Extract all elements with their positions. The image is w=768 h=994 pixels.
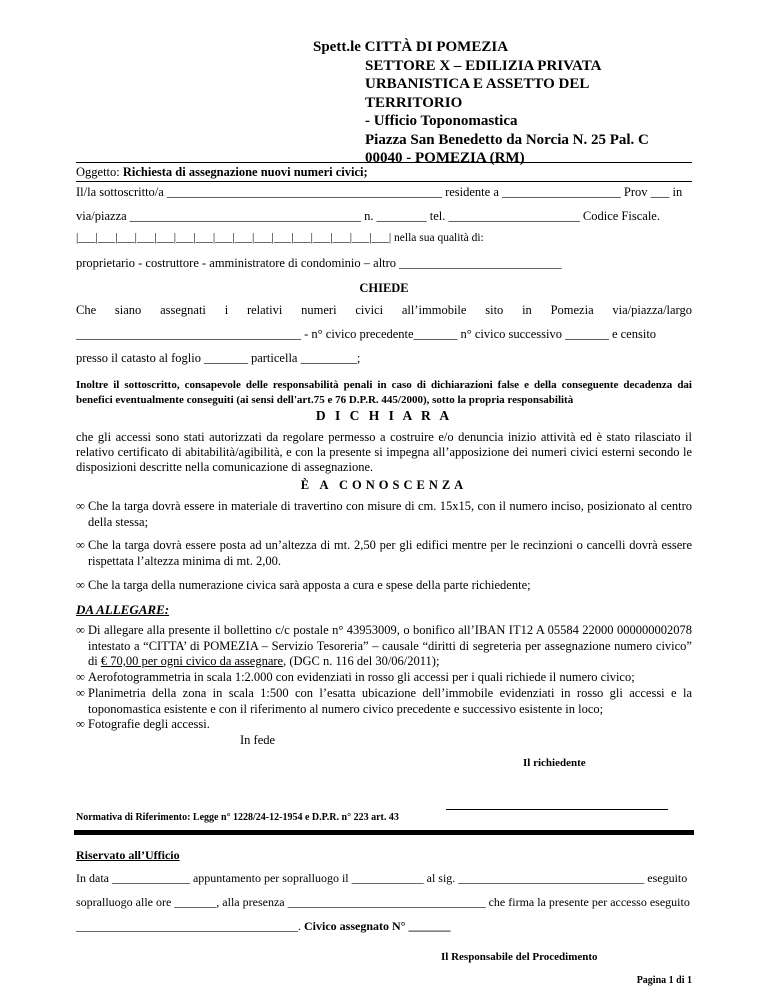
dichiara-text: che gli accessi sono stati autorizzati da regolare permesso a costruire e/o denuncia inizio attività ed è stato rilasciato il relativo certificato di abitabilità/agibilità, e con la presente si impegna all’apposizione dei numeri civici esterni secondo le disposizioni descritte nella comunicazione di assegnazione.	[76, 430, 692, 474]
chiede-line: Che siano assegnati i relativi numeri civici all’immobile sito in Pomezia via/piazza/largo	[76, 303, 692, 317]
chiede-civic-numbers[interactable]: ____________________________________ - n° civico precedente_______ n° civico successivo _______ e censito	[76, 327, 657, 341]
page-number: Pagina 1 di 1	[636, 975, 692, 986]
fiscal-code-boxes[interactable]: |___|___|___|___|___|___|___|___|___|___|___|___|___|___|___|___| nella sua qualità di:	[76, 232, 484, 244]
allegare-item: ∞ Aerofotogrammetria in scala 1:2.000 con evidenziati in rosso gli accessi per i quali richiede il numero civico;	[76, 670, 635, 684]
allegare-item: ∞ Planimetria della zona in scala 1:500 con l’esatta ubicazione dell’immobile evidenziati in rosso gli accessi e la toponomastica esistente e con il riferimento al numero civico precedente e successivo esistente in loco;	[76, 686, 692, 716]
civico-assegnato: Civico assegnato N° _______	[304, 919, 451, 933]
subject-line	[76, 165, 692, 180]
subject-text: Richiesta di assegnazione nuovi numeri civici;	[122, 165, 368, 179]
bullet-icon: ∞	[76, 670, 85, 684]
address-line[interactable]: via/piazza _____________________________________ n. ________ tel. _____________________ Codice Fiscale.	[76, 209, 660, 223]
conoscenza-item: ∞ Che la targa della numerazione civica sarà apposta a cura e spese della parte richiedente;	[76, 578, 531, 592]
richiedente-label: Il richiedente	[523, 757, 586, 769]
allegare-title: DA ALLEGARE:	[76, 602, 170, 617]
allegare-item: ∞ Di allegare alla presente il bollettino c/c postale n° 43953009, o bonifico all’IBAN IT12 A 05584 22000 000000002078 intestato a “CITTA’ di POMEZIA – Servizio Tesoreria” – causale “diritti di segreteria per assegnazione numero civico” di € 70,00 per ogni civico da assegnare, (DGC n. 116 del 30/06/2011);	[76, 623, 692, 668]
in-fede: In fede	[240, 733, 276, 747]
recipient-header	[313, 38, 649, 168]
recipient-prefix: Spett.le	[313, 39, 361, 55]
allegare-item: ∞ Fotografie degli accessi.	[76, 717, 210, 731]
chiede-catasto[interactable]: presso il catasto al foglio _______ particella _________;	[76, 351, 361, 365]
bullet-icon: ∞	[76, 623, 85, 637]
normativa: Normativa di Riferimento: Legge n° 1228/24-12-1954 e D.P.R. n° 223 art. 43	[76, 812, 399, 823]
recipient-line: SETTORE X – EDILIZIA PRIVATA	[365, 57, 602, 74]
recipient-line: URBANISTICA E ASSETTO DEL	[365, 76, 590, 92]
ufficio-line[interactable]: In data _____________ appuntamento per sopralluogo il ____________ al sig. _______________________________ eseguito	[76, 871, 688, 885]
conoscenza-item: ∞ Che la targa dovrà essere in materiale di travertino con misure di cm. 15x15, con il numero inciso, posizionato al centro della stessa;	[76, 499, 692, 529]
recipient-line: - Ufficio Toponomastica	[365, 113, 518, 129]
chiede-title: CHIEDE	[359, 281, 409, 295]
applicant-name-line[interactable]: Il/la sottoscritto/a ____________________________________________ residente a ___________________ Prov ___ in	[76, 185, 683, 199]
bullet-icon: ∞	[76, 499, 85, 513]
divider	[76, 181, 692, 182]
ufficio-title: Riservato all’Ufficio	[76, 848, 180, 862]
recipient-line: TERRITORIO	[365, 94, 463, 111]
conoscenza-title: È A CONOSCENZA	[300, 478, 468, 492]
ufficio-line[interactable]: sopralluogo alle ore _______, alla presenza _________________________________ che firma la presente per accesso eseguito	[76, 895, 690, 909]
responsibility-statement: Inoltre il sottoscritto, consapevole delle responsabilità penali in caso di dichiarazioni false e della conseguente decadenza dai benefici eventualmente conseguiti (ai sensi dell'art.75 e 76 D.P.R. 445/2000), sotto la propria responsabilità	[76, 379, 692, 406]
responsabile-label: Il Responsabile del Procedimento	[441, 951, 598, 963]
bullet-icon: ∞	[76, 538, 85, 552]
dichiara-title: D I C H I A R A	[315, 408, 453, 423]
conoscenza-item: ∞ Che la targa dovrà essere posta ad un’altezza di mt. 2,50 per gli edifici mentre per le recinzioni o cancelli dovrà essere rispettata l’altezza minima di mt. 2,00.	[76, 538, 692, 568]
ufficio-line[interactable]: _____________________________________. Civico assegnato N° _______	[76, 919, 451, 933]
bullet-icon: ∞	[76, 717, 85, 731]
role-checkboxes[interactable]: proprietario - costruttore - amministratore di condominio – altro __________________________	[76, 256, 562, 270]
recipient-line: Piazza San Benedetto da Norcia N. 25 Pal. C	[365, 131, 649, 148]
bullet-icon: ∞	[76, 686, 85, 700]
recipient-line: 00040 - POMEZIA (RM)	[365, 150, 525, 166]
fee-amount: € 70,00 per ogni civico da assegnare	[100, 654, 284, 668]
divider	[76, 162, 692, 163]
bullet-icon: ∞	[76, 578, 85, 592]
subject-label: Oggetto:	[76, 165, 120, 179]
recipient-line: CITTÀ DI POMEZIA	[364, 39, 509, 55]
signature-line[interactable]	[446, 809, 668, 810]
section-divider	[74, 830, 694, 835]
